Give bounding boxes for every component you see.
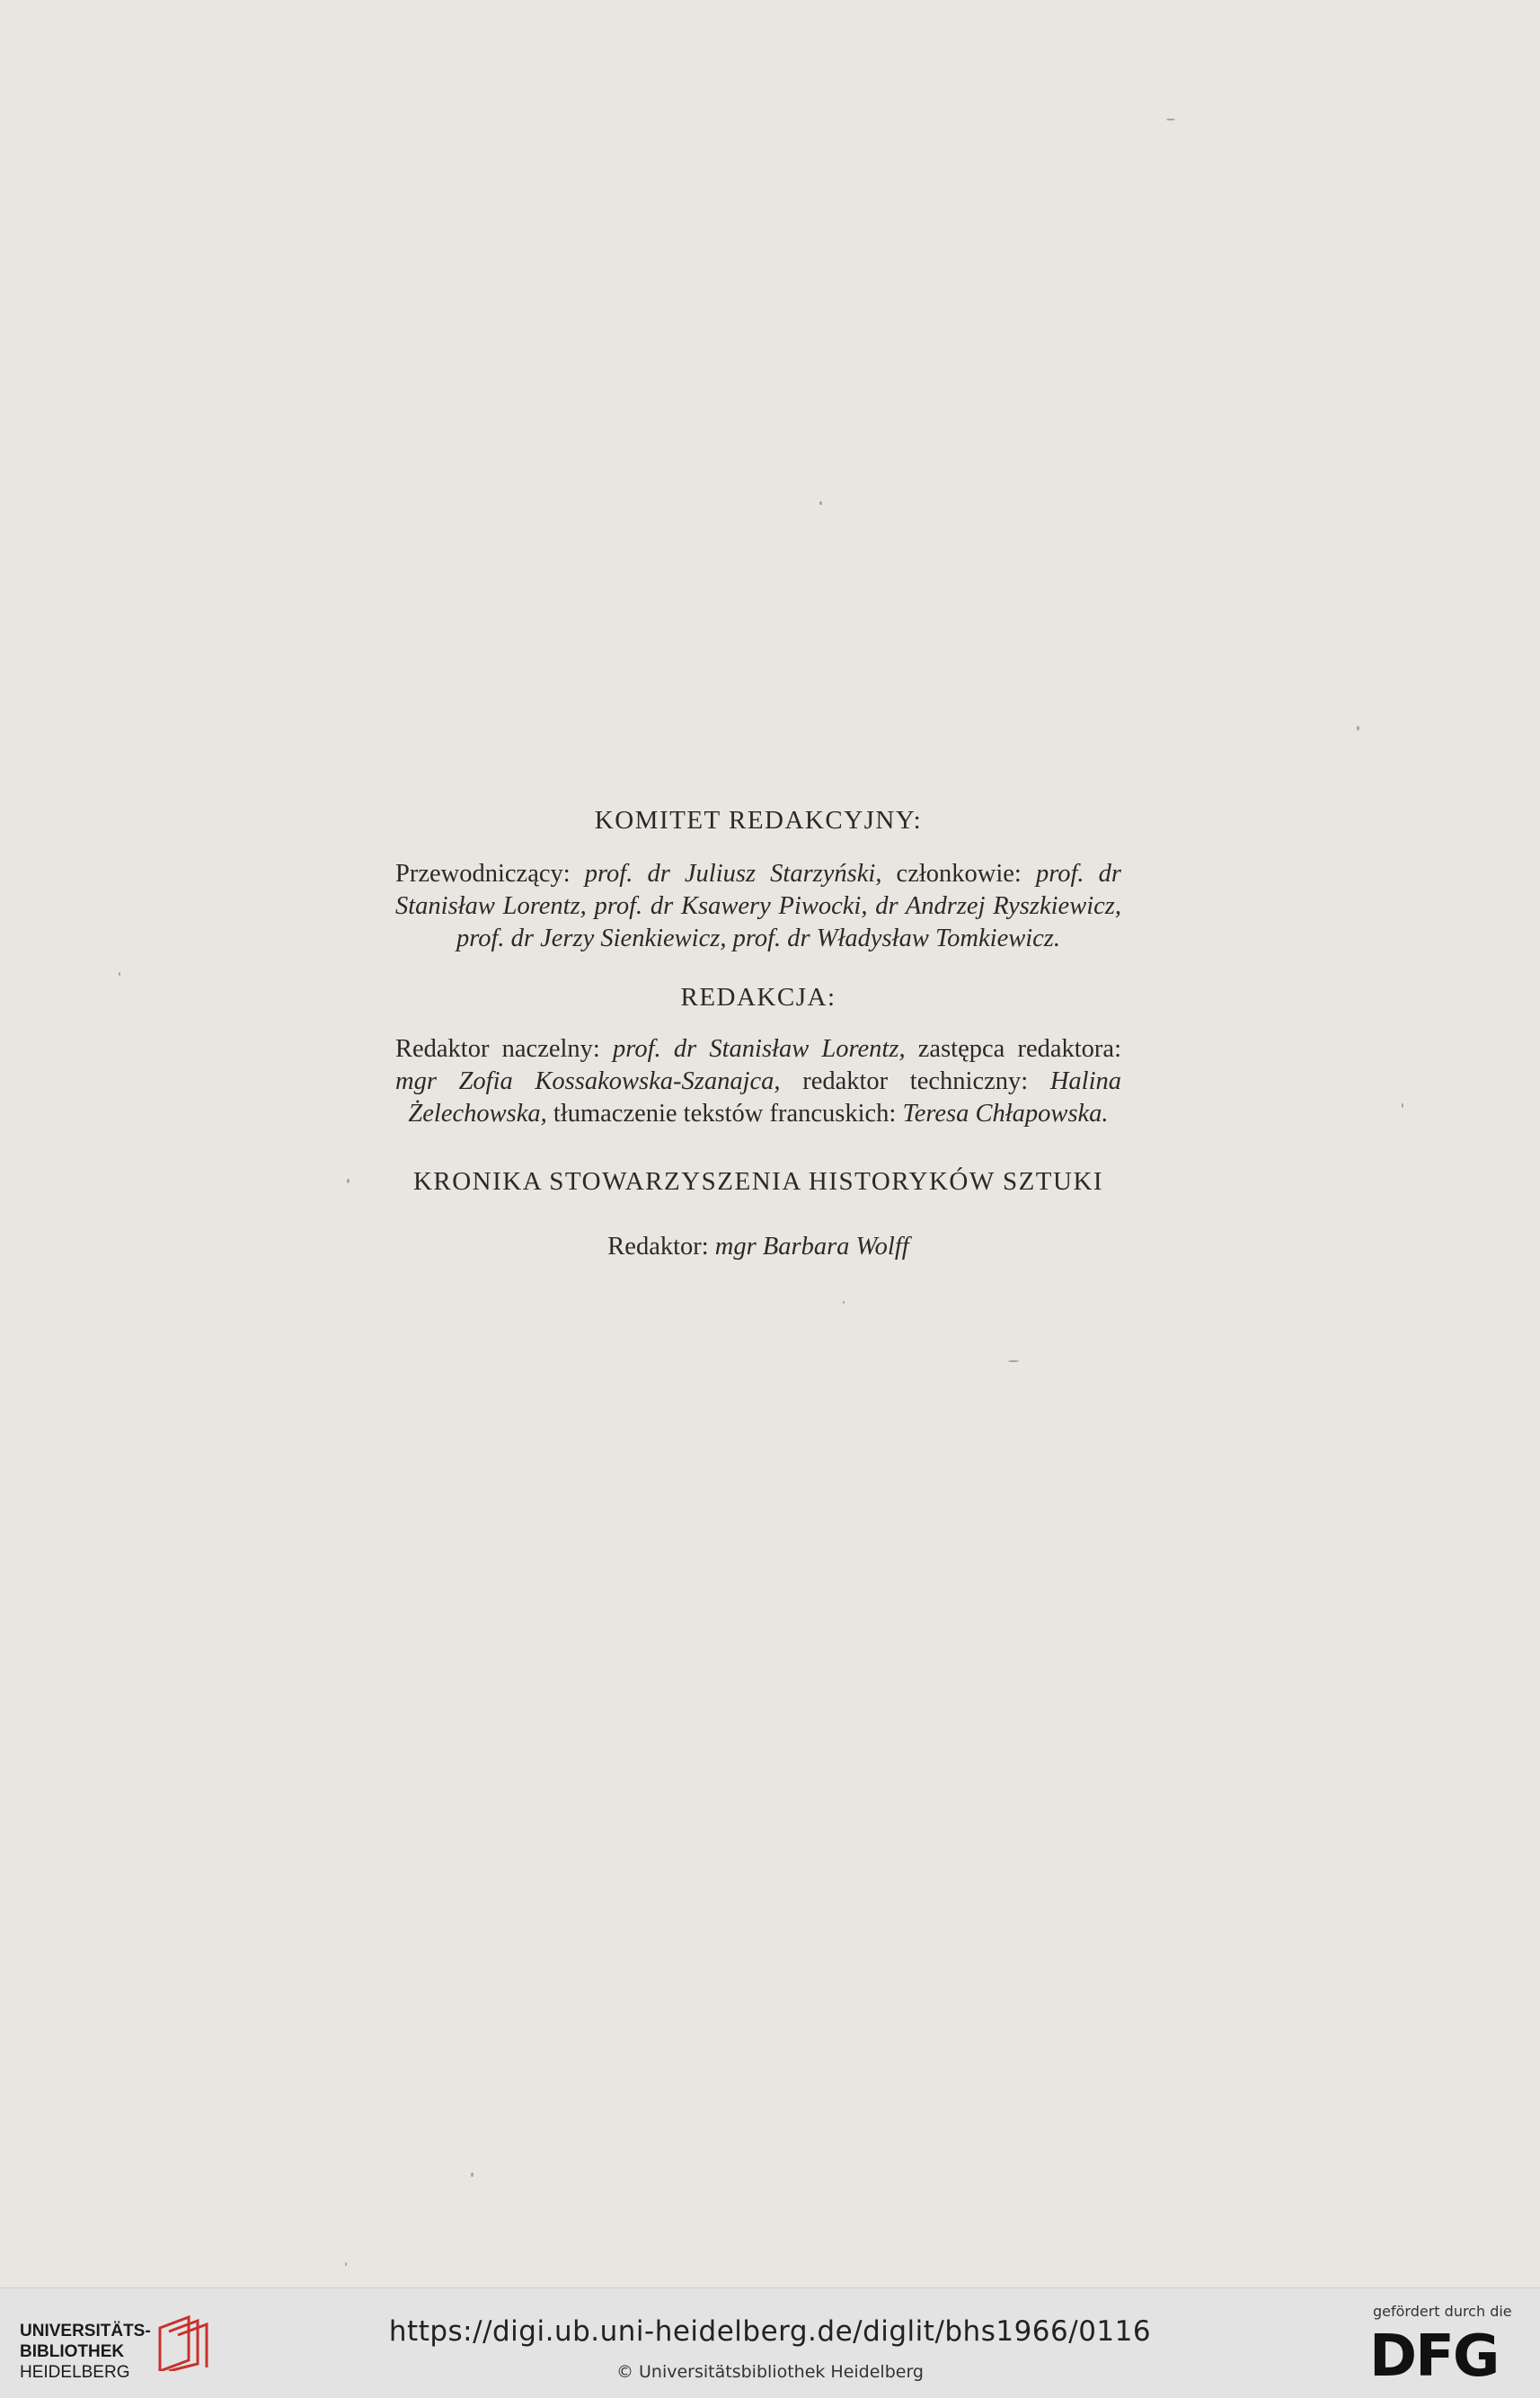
paper-speck <box>345 2262 347 2266</box>
library-name[interactable]: UNIVERSITÄTS- BIBLIOTHEK HEIDELBERG <box>20 2322 151 2382</box>
redakcja-paragraph: Redaktor naczelny: prof. dr Stanisław Lorentz, zastępca redaktora: mgr Zofia Kossakowska-Szanajca, redaktor techniczny: Halina Żelechowska, tłumaczenie tekstów francuskich: Teresa Chłapowska. <box>395 1034 1121 1128</box>
viewer-footer <box>0 2287 1540 2398</box>
paper-speck <box>1166 119 1175 120</box>
editorial-credits <box>395 805 1121 1261</box>
sponsor-label: gefördert durch die <box>1373 2303 1512 2320</box>
paper-speck <box>1008 1360 1019 1362</box>
paper-speck <box>1357 726 1359 730</box>
dfg-logo[interactable]: DFG <box>1369 2323 1499 2390</box>
kronika-editor-line: Redaktor: mgr Barbara Wolff <box>607 1233 909 1261</box>
paper-speck <box>119 972 120 976</box>
copyright-notice: © Universitätsbibliothek Heidelberg <box>615 2362 924 2382</box>
section-heading-redakcja: REDAKCJA: <box>680 982 836 1012</box>
paper-speck <box>471 2172 474 2177</box>
paper-speck <box>843 1301 845 1304</box>
paper-speck <box>819 501 822 505</box>
section-heading-kronika: KRONIKA STOWARZYSZENIA HISTORYKÓW SZTUKI <box>412 1166 1104 1196</box>
paper-speck <box>347 1179 350 1183</box>
section-heading-komitet: KOMITET REDAKCYJNY: <box>594 806 923 835</box>
komitet-members-paragraph: Przewodniczący: prof. dr Juliusz Starzyński, członkowie: prof. dr Stanisław Lorentz, prof. dr Ksawery Piwocki, dr Andrzej Ryszkiewicz, prof. dr Jerzy Sienkiewicz, prof. dr Władysław Tomkiewicz. <box>395 859 1121 952</box>
paper-speck <box>1402 1103 1403 1108</box>
permalink-url[interactable]: https://digi.ub.uni-heidelberg.de/diglit/bhs1966/0116 <box>388 2315 1152 2348</box>
